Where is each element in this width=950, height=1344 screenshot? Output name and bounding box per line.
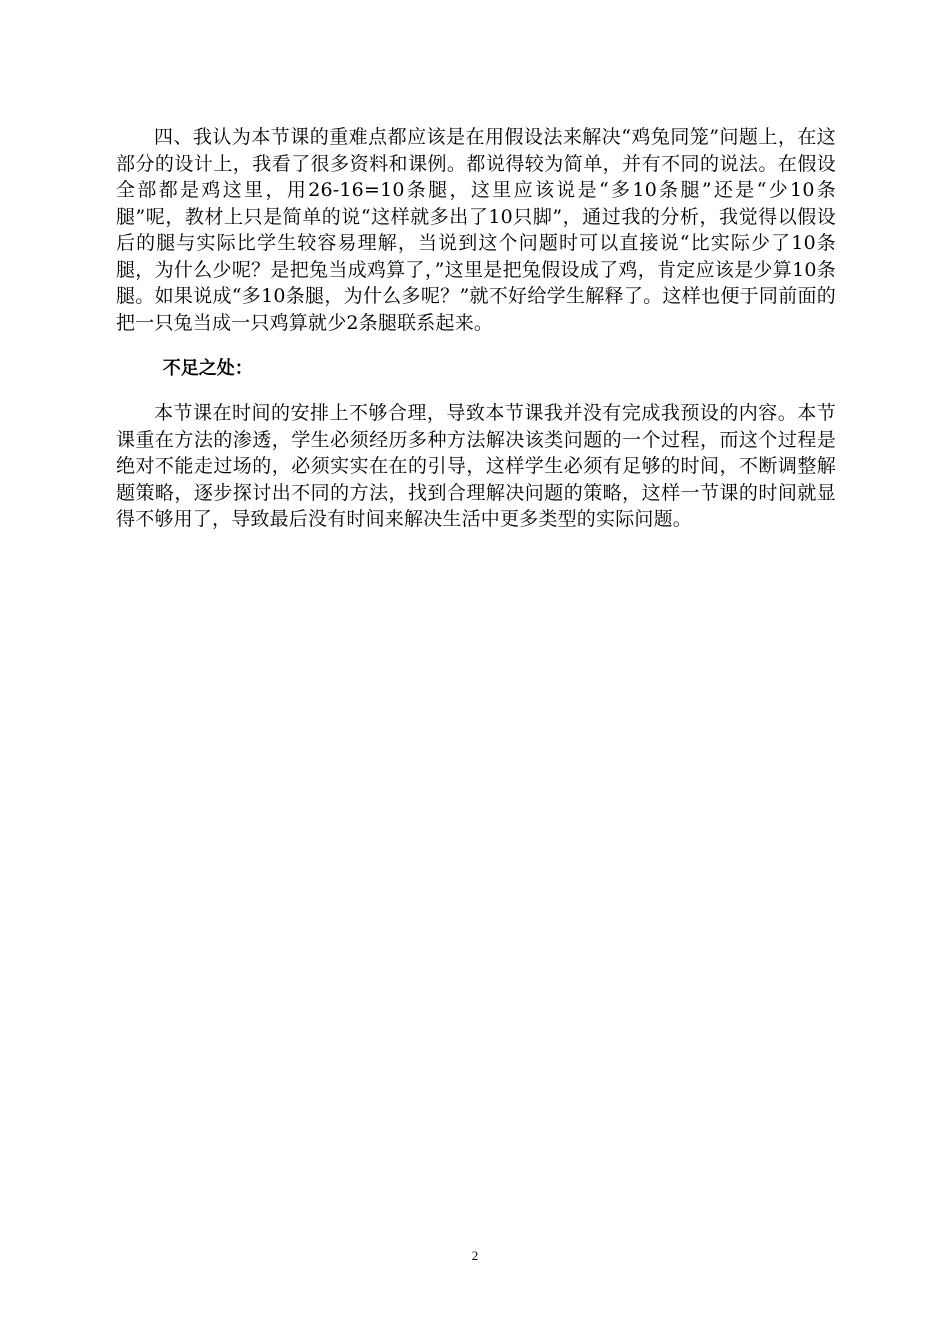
- paragraph-shortcomings: 本节课在时间的安排上不够合理，导致本节课我并没有完成我预设的内容。本节课重在方法的渗透，学生必须经历多种方法解决该类问题的一个过程，而这个过程是绝对不能走过场的，必须实实在在的引导，这样学生必须有足够的时间，不断调整解题策略，逐步探讨出不同的方法，找到合理解决问题的策略，这样一节课的时间就显得不够用了，导致最后没有时间来解决生活中更多类型的实际问题。: [116, 402, 836, 530]
- paragraph-assumption-method: 四、我认为本节课的重难点都应该是在用假设法来解决“鸡兔同笼”问题上，在这部分的设计上，我看了很多资料和课例。都说得较为简单，并有不同的说法。在假设全部都是鸡这里，用26-16=10条腿，这里应该说是“多10条腿”还是“少10条腿”呢，教材上只是简单的说“这样就多出了10只脚”，通过我的分析，我觉得以假设后的腿与实际比学生较容易理解，当说到这个问题时可以直接说“比实际少了10条腿，为什么少呢？是把兔当成鸡算了，”这里是把兔假设成了鸡，肯定应该是少算10条腿。如果说成“多10条腿，为什么多呢？”就不好给学生解释了。这样也便于同前面的把一只兔当成一只鸡算就少2条腿联系起来。: [116, 126, 836, 334]
- page-number: 2: [471, 1248, 479, 1263]
- document-body: [116, 124, 836, 533]
- heading-shortcomings: 不足之处：: [162, 358, 253, 379]
